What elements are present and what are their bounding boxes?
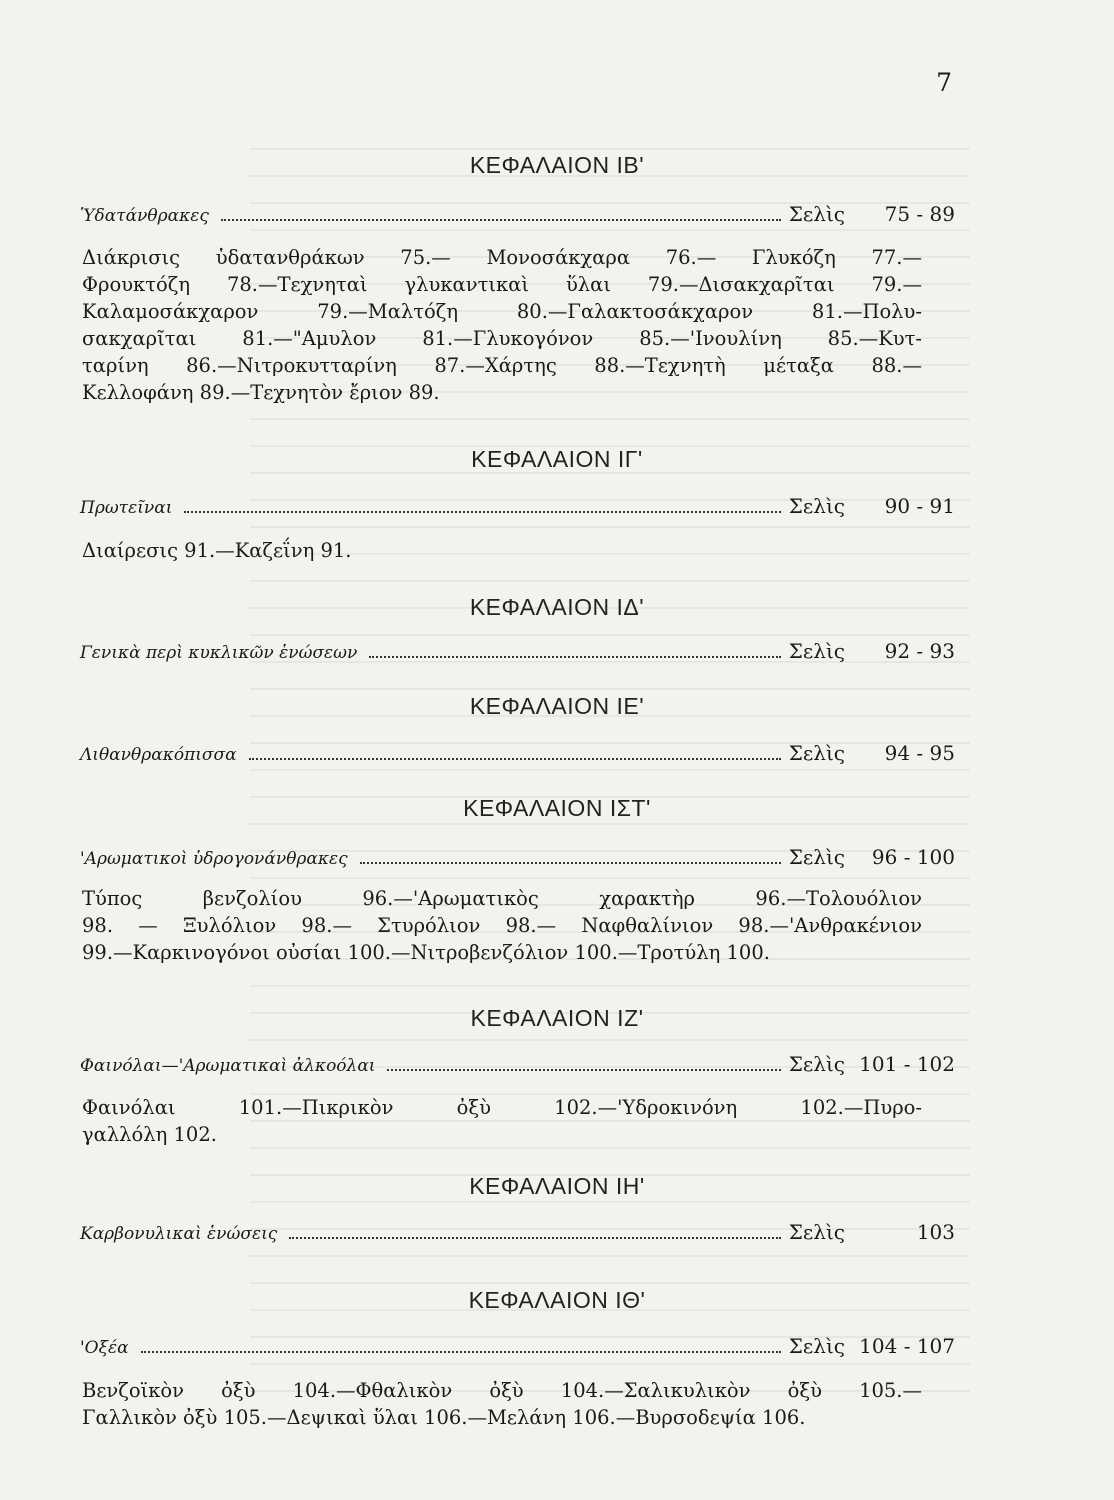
page-range: 104 - 107 bbox=[859, 1334, 955, 1358]
toc-entry-title: Πρωτεῖναι bbox=[80, 498, 173, 518]
page-label: Σελὶς bbox=[788, 1052, 845, 1076]
chapter-heading: ΚΕΦΑΛΑΙΟΝ ΙΖ' bbox=[470, 1005, 644, 1031]
dot-leader bbox=[184, 511, 780, 513]
chapter-heading: ΚΕΦΑΛΑΙΟΝ ΙΗ' bbox=[469, 1173, 645, 1199]
page-label: Σελὶς bbox=[788, 639, 845, 663]
page-number: 7 bbox=[936, 68, 952, 97]
topic-line: Φαινόλαι 101.—Πικρικὸν ὀξὺ 102.—'Υδροκινόνη 102.—Πυρο- bbox=[82, 1096, 922, 1119]
toc-entry bbox=[80, 639, 955, 665]
toc-entry-title: 'Αρωματικοὶ ὑδρογονάνθρακες bbox=[80, 849, 348, 869]
chapter-heading: ΚΕΦΑΛΑΙΟΝ ΙΕ' bbox=[469, 693, 645, 719]
chapter-heading: ΚΕΦΑΛΑΙΟΝ ΙΔ' bbox=[469, 594, 645, 620]
chapter-topics bbox=[82, 1094, 922, 1148]
dot-leader bbox=[221, 219, 781, 221]
toc-entry bbox=[80, 494, 955, 520]
chapter-heading: ΚΕΦΑΛΑΙΟΝ ΙΓ' bbox=[471, 446, 643, 472]
toc-entry bbox=[80, 741, 955, 767]
topic-line: Κελλοφάνη 89.—Τεχνητὸν ἔριον 89. bbox=[82, 381, 440, 404]
dot-leader bbox=[141, 1351, 781, 1353]
toc-entry bbox=[80, 1220, 955, 1246]
dot-leader bbox=[289, 1237, 780, 1239]
page-range: 92 - 93 bbox=[884, 639, 955, 663]
page-range: 96 - 100 bbox=[871, 845, 955, 869]
dot-leader bbox=[360, 862, 781, 864]
toc-entry-title: Καρβονυλικαὶ ἑνώσεις bbox=[80, 1224, 278, 1244]
page-range: 101 - 102 bbox=[859, 1052, 955, 1076]
chapter-heading: ΚΕΦΑΛΑΙΟΝ ΙΒ' bbox=[469, 152, 645, 178]
toc-entry-title: Λιθανθρακόπισσα bbox=[80, 745, 237, 765]
topic-line: Τύπος βενζολίου 96.—'Αρωματικὸς χαρακτὴρ 96.—Τολουόλιον bbox=[82, 887, 922, 910]
topic-line: Διαίρεσις 91.—Καζεΐνη 91. bbox=[82, 539, 352, 562]
page-range: 75 - 89 bbox=[884, 202, 955, 226]
topic-line: Φρουκτόζη 78.—Τεχνηταὶ γλυκαντικαὶ ὕλαι 79.—Δισακχαρῖται 79.— bbox=[82, 273, 922, 296]
page-label: Σελὶς bbox=[788, 1334, 845, 1358]
page-range: 90 - 91 bbox=[884, 494, 955, 518]
topic-line: Γαλλικὸν ὀξὺ 105.—Δεψικαὶ ὕλαι 106.—Μελάνη 106.—Βυρσοδεψία 106. bbox=[82, 1406, 806, 1429]
topic-line: 98. — Ξυλόλιον 98.— Στυρόλιον 98.— Ναφθαλίνιον 98.—'Ανθρακένιον bbox=[82, 914, 922, 937]
topic-line: Καλαμοσάκχαρον 79.—Μαλτόζη 80.—Γαλακτοσάκχαρον 81.—Πολυ- bbox=[82, 300, 922, 323]
chapter-topics bbox=[82, 537, 922, 564]
page-range: 103 bbox=[916, 1220, 955, 1244]
page-label: Σελὶς bbox=[788, 845, 845, 869]
chapter-heading: ΚΕΦΑΛΑΙΟΝ ΙΣΤ' bbox=[463, 795, 651, 821]
page-range: 94 - 95 bbox=[884, 741, 955, 765]
chapter-heading: ΚΕΦΑΛΑΙΟΝ ΙΘ' bbox=[468, 1287, 646, 1313]
topic-line: γαλλόλη 102. bbox=[82, 1123, 217, 1146]
toc-entry bbox=[80, 845, 955, 871]
chapter-topics bbox=[82, 244, 922, 406]
dot-leader bbox=[249, 758, 781, 760]
page-label: Σελὶς bbox=[788, 1220, 845, 1244]
topic-line: σακχαρῖται 81.—"Αμυλον 81.—Γλυκογόνον 85.—'Ινουλίνη 85.—Κυτ- bbox=[82, 327, 922, 350]
dot-leader bbox=[369, 656, 780, 658]
topic-line: Διάκρισις ὑδατανθράκων 75.— Μονοσάκχαρα 76.— Γλυκόζη 77.— bbox=[82, 246, 922, 269]
dot-leader bbox=[387, 1069, 780, 1071]
chapter-topics bbox=[82, 885, 922, 966]
toc-entry-title: Φαινόλαι—'Αρωματικαὶ ἀλκοόλαι bbox=[80, 1056, 376, 1076]
topic-line: ταρίνη 86.—Νιτροκυτταρίνη 87.—Χάρτης 88.—Τεχνητὴ μέταξα 88.— bbox=[82, 354, 922, 377]
toc-entry-title: 'Οξέα bbox=[80, 1338, 129, 1358]
toc-entry bbox=[80, 1334, 955, 1360]
toc-entry-title: Ὑδατάνθρακες bbox=[80, 206, 209, 226]
chapter-topics bbox=[82, 1377, 922, 1431]
page-label: Σελὶς bbox=[788, 741, 845, 765]
topic-line: 99.—Καρκινογόνοι οὐσίαι 100.—Νιτροβενζόλιον 100.—Τροτύλη 100. bbox=[82, 941, 770, 964]
toc-entry bbox=[80, 202, 955, 228]
page-label: Σελὶς bbox=[788, 202, 845, 226]
toc-entry-title: Γενικὰ περὶ κυκλικῶν ἑνώσεων bbox=[80, 643, 358, 663]
toc-entry bbox=[80, 1052, 955, 1078]
page-label: Σελὶς bbox=[788, 494, 845, 518]
topic-line: Βενζοϊκὸν ὀξὺ 104.—Φθαλικὸν ὀξὺ 104.—Σαλικυλικὸν ὀξὺ 105.— bbox=[82, 1379, 922, 1402]
